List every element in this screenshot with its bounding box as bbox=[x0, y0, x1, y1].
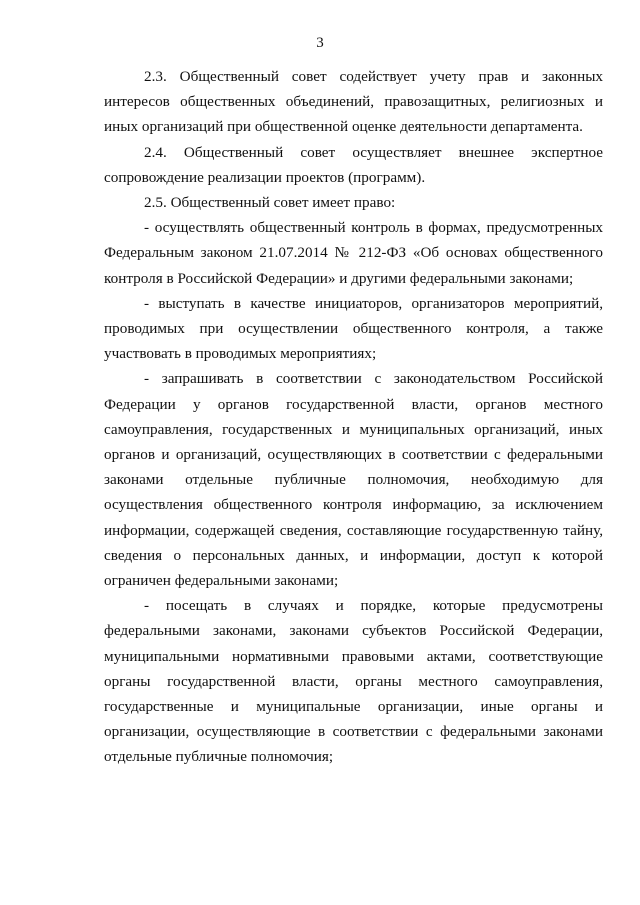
list-item-initiators: - выступать в качестве инициаторов, организаторов мероприятий, проводимых при осуществлении общественного контроля, а также участвовать в проводимых мероприятиях; bbox=[104, 294, 603, 363]
paragraph-2-5: 2.5. Общественный совет имеет право: bbox=[144, 194, 396, 212]
list-item-visit-organizations: - посещать в случаях и порядке, которые предусмотрены федеральными законами, законами субъектов Российской Федерации, муниципальными нормативными правовыми актами, соответствующие органы государственной власти, органы местного самоуправления, государственные и муниципальные организации, иные органы и организации, осуществляющие в соответствии с федеральными законами отдельные публичные полномочия; bbox=[104, 597, 603, 766]
page-number: 3 bbox=[316, 35, 324, 51]
list-item-request-information: - запрашивать в соответствии с законодательством Российской Федерации у органов государственной власти, органов местного самоуправления, государственных и муниципальных организаций, иных органов и организаций, осуществляющих в соответствии с федеральными законами отдельные публичные полномочия, необходимую для осуществления общественного контроля информацию, за исключением информации, содержащей сведения, составляющие государственную тайну, сведения о персональных данных, и информации, доступ к которой ограничен федеральными законами; bbox=[104, 370, 603, 590]
list-item-public-control: - осуществлять общественный контроль в формах, предусмотренных Федеральным законом 21.07.2014 № 212-ФЗ «Об основах общественного контроля в Российской Федерации» и другими федеральными законами; bbox=[104, 219, 603, 287]
paragraph-2-3: 2.3. Общественный совет содействует учету прав и законных интересов общественных объединений, правозащитных, религиозных и иных организаций при общественной оценке деятельности департамента. bbox=[104, 68, 603, 136]
document-body bbox=[104, 64, 603, 770]
paragraph-2-4: 2.4. Общественный совет осуществляет внешнее экспертное сопровождение реализации проектов (программ). bbox=[104, 143, 603, 186]
